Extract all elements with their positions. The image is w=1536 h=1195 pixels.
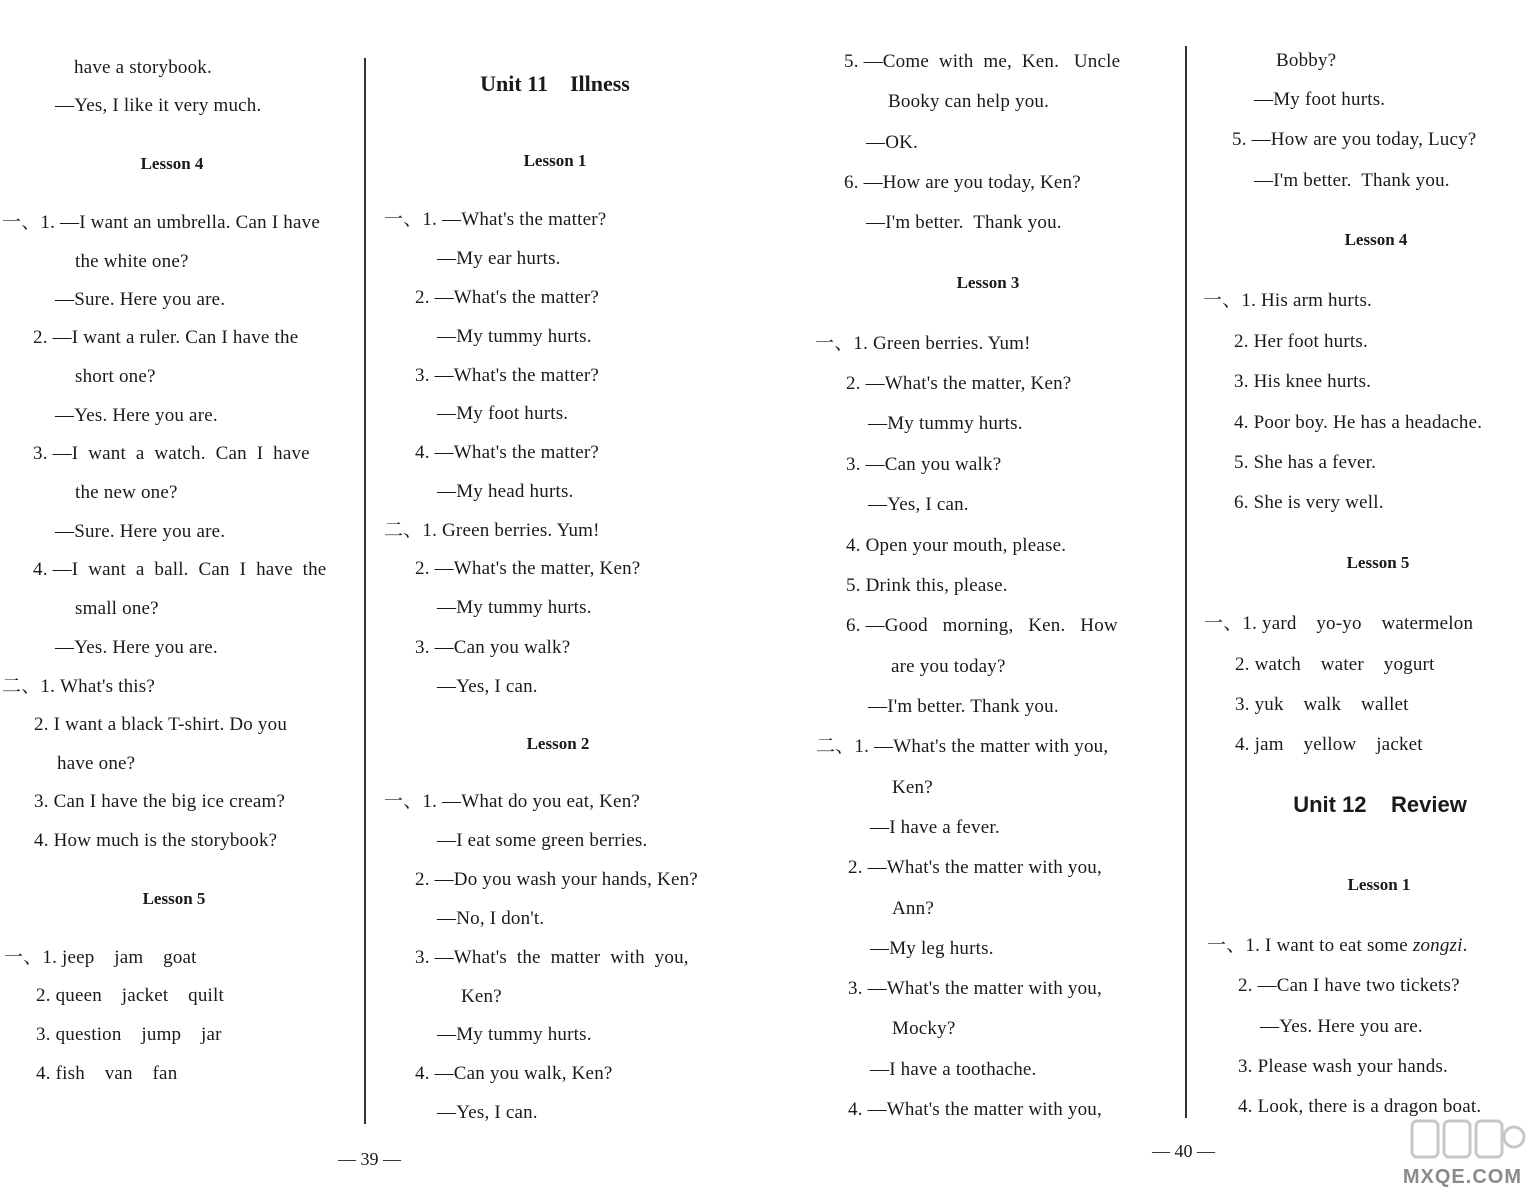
text-line: 一、1. His arm hurts. <box>1203 290 1372 311</box>
text-line: 2. —What's the matter, Ken? <box>846 373 1072 394</box>
text-line: 3. —I want a watch. Can I have <box>33 443 310 464</box>
text-line: 3. question jump jar <box>36 1024 222 1045</box>
text-line: 2. —Can I have two tickets? <box>1238 975 1460 996</box>
lesson-heading: Lesson 5 <box>142 889 206 908</box>
text-line: 4. —I want a ball. Can I have the <box>33 559 327 580</box>
text-line: 4. —Can you walk, Ken? <box>415 1063 613 1084</box>
text-line: 5. —Come with me, Ken. Uncle <box>844 51 1121 72</box>
lesson-heading: Lesson 2 <box>526 734 590 753</box>
text-line: the new one? <box>75 482 178 503</box>
text-fragment: . <box>1462 935 1468 956</box>
text-line: 5. Drink this, please. <box>846 575 1008 596</box>
text-line: 一、1. —What's the matter? <box>384 209 607 230</box>
text-line: 5. She has a fever. <box>1234 452 1377 473</box>
text-line: 2. I want a black T-shirt. Do you <box>34 714 288 735</box>
page-number-right: — 40 — <box>1152 1141 1215 1161</box>
watermark-text: MXQE.COM <box>1402 1166 1522 1188</box>
lesson-heading: Lesson 1 <box>1347 875 1411 894</box>
text-line: 2. —What's the matter with you, <box>848 857 1102 878</box>
text-line: 一、1. —What do you eat, Ken? <box>384 791 641 812</box>
text-line: —I eat some green berries. <box>437 830 648 851</box>
text-line: are you today? <box>891 656 1006 677</box>
text-line: 一、1. yard yo-yo watermelon <box>1204 613 1474 634</box>
text-line: —Yes. Here you are. <box>55 405 218 426</box>
text-line: —Sure. Here you are. <box>55 289 226 310</box>
text-line: 4. Poor boy. He has a headache. <box>1234 412 1483 433</box>
text-line: —Yes, I like it very much. <box>55 95 262 116</box>
text-line: 2. queen jacket quilt <box>36 985 224 1006</box>
text-line: —Yes, I can. <box>437 1102 538 1123</box>
text-line: 5. —How are you today, Lucy? <box>1232 129 1477 150</box>
text-line: 二、1. What's this? <box>2 676 155 697</box>
text-line: —Yes, I can. <box>437 676 538 697</box>
text-line: the white one? <box>75 251 189 272</box>
text-line: 4. —What's the matter? <box>415 442 600 463</box>
text-line: —Yes, I can. <box>868 494 969 515</box>
unit-title: Unit 12 Review <box>1293 792 1467 817</box>
unit-title: Unit 11 Illness <box>480 71 630 96</box>
text-line: —My foot hurts. <box>437 403 569 424</box>
text-line: 6. —How are you today, Ken? <box>844 172 1081 193</box>
text-line: 4. Open your mouth, please. <box>846 535 1067 556</box>
text-line: short one? <box>75 366 156 387</box>
text-line: 二、1. Green berries. Yum! <box>384 520 600 541</box>
lesson-heading: Lesson 1 <box>523 151 587 170</box>
text-line: 一、1. —I want an umbrella. Can I have <box>2 212 320 233</box>
text-line: —My head hurts. <box>437 481 574 502</box>
text-line: —My tummy hurts. <box>437 326 592 347</box>
lesson-heading: Lesson 3 <box>956 273 1020 292</box>
text-line: —No, I don't. <box>437 908 545 929</box>
text-line: Bobby? <box>1276 50 1337 71</box>
text-line: Ann? <box>892 898 934 919</box>
text-line: 3. —What's the matter? <box>415 365 600 386</box>
text-line: 4. jam yellow jacket <box>1235 734 1423 755</box>
text-line: 2. —Do you wash your hands, Ken? <box>415 869 698 890</box>
text-line: Mocky? <box>892 1018 956 1039</box>
text-line: 3. Can I have the big ice cream? <box>34 791 286 812</box>
text-line: small one? <box>75 598 159 619</box>
text-line: —I have a fever. <box>870 817 1000 838</box>
text-line: —Yes. Here you are. <box>55 637 218 658</box>
text-line: —My foot hurts. <box>1254 89 1386 110</box>
text-line: —My tummy hurts. <box>437 1024 592 1045</box>
text-line: 2. —I want a ruler. Can I have the <box>33 327 299 348</box>
text-line: 4. Look, there is a dragon boat. <box>1238 1096 1482 1117</box>
text-line: —Sure. Here you are. <box>55 521 226 542</box>
lesson-heading: Lesson 5 <box>1346 553 1410 572</box>
text-line: 3. His knee hurts. <box>1234 371 1372 392</box>
page-number-left: — 39 — <box>338 1149 401 1169</box>
lesson-heading: Lesson 4 <box>1344 230 1408 249</box>
text-line: 2. watch water yogurt <box>1235 654 1435 675</box>
text-line: 一、1. Green berries. Yum! <box>815 333 1031 354</box>
text-line: 二、1. —What's the matter with you, <box>816 736 1109 757</box>
text-line: —I'm better. Thank you. <box>1254 170 1450 191</box>
text-line: 3. —Can you walk? <box>415 637 571 658</box>
text-line: 3. yuk walk wallet <box>1235 694 1409 715</box>
text-line: 2. —What's the matter, Ken? <box>415 558 641 579</box>
text-line: 3. —What's the matter with you, <box>848 978 1102 999</box>
text-line: 3. —Can you walk? <box>846 454 1002 475</box>
text-line: 4. How much is the storybook? <box>34 830 278 851</box>
text-line: —My tummy hurts. <box>437 597 592 618</box>
text-line: —My leg hurts. <box>870 938 994 959</box>
text-line: have one? <box>57 753 136 774</box>
text-line: 3. Please wash your hands. <box>1238 1056 1448 1077</box>
text-line: —Yes. Here you are. <box>1260 1016 1423 1037</box>
text-line: 一、1. jeep jam goat <box>4 947 197 968</box>
text-line: —I have a toothache. <box>870 1059 1037 1080</box>
text-line: Booky can help you. <box>888 91 1050 112</box>
pinyin-italic: zongzi <box>1412 935 1463 956</box>
text-line: Ken? <box>892 777 933 798</box>
text-line: 6. She is very well. <box>1234 492 1384 513</box>
text-line: —My tummy hurts. <box>868 413 1023 434</box>
column-divider <box>1185 46 1187 1118</box>
text-line: 2. —What's the matter? <box>415 287 600 308</box>
text-line: 3. —What's the matter with you, <box>415 947 689 968</box>
text-line <box>1207 935 1468 957</box>
text-fragment: 一、1. I want to eat some <box>1207 935 1413 956</box>
text-line: Ken? <box>461 986 502 1007</box>
text-line: 4. fish van fan <box>36 1063 178 1084</box>
text-line: —I'm better. Thank you. <box>868 696 1059 717</box>
lesson-heading: Lesson 4 <box>140 154 204 173</box>
text-line: 2. Her foot hurts. <box>1234 331 1368 352</box>
text-line: —I'm better. Thank you. <box>866 212 1062 233</box>
text-line: —My ear hurts. <box>437 248 561 269</box>
text-line: have a storybook. <box>74 57 212 78</box>
text-line: 6. —Good morning, Ken. How <box>846 615 1118 636</box>
text-line: 4. —What's the matter with you, <box>848 1099 1102 1120</box>
text-line: —OK. <box>866 132 918 153</box>
column-divider <box>364 58 366 1124</box>
